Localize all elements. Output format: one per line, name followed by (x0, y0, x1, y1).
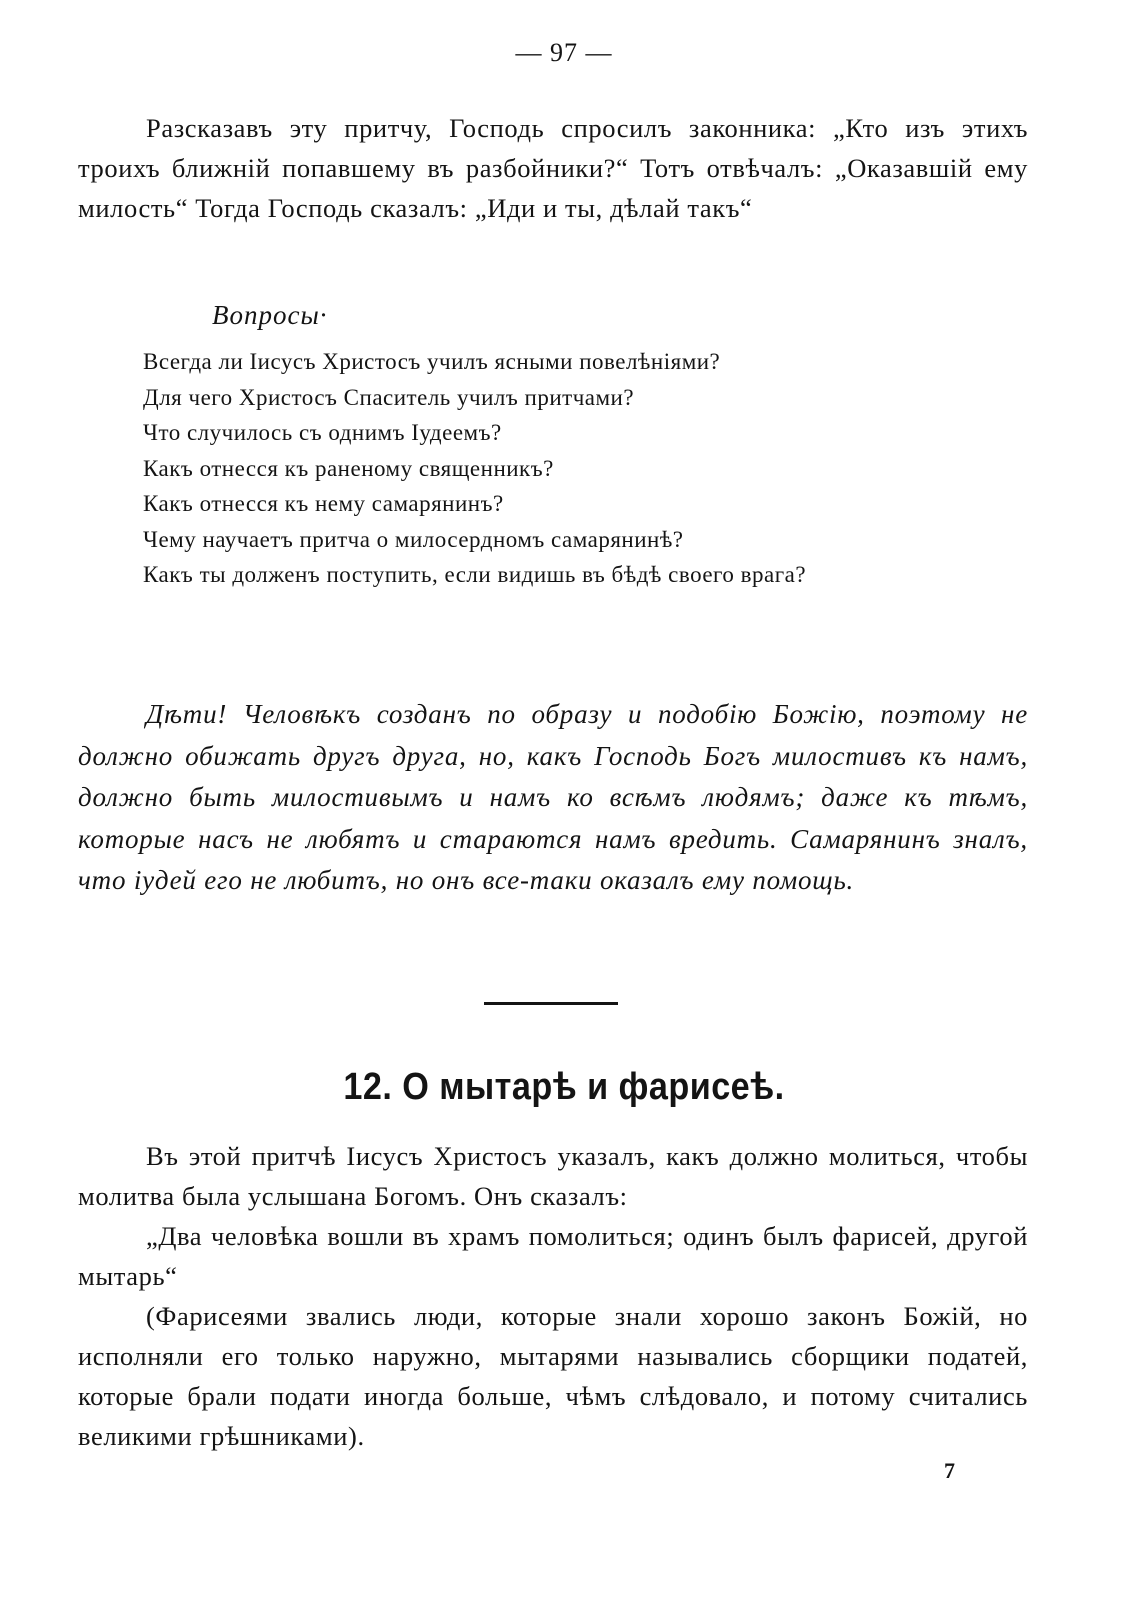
section-body (78, 1136, 1028, 1456)
section-divider (484, 1002, 618, 1005)
questions-list (143, 344, 1043, 593)
section-title: 12. О мытарѣ и фарисеѣ. (343, 1066, 785, 1108)
question-item: Что случилось съ однимъ Іудеемъ? (143, 420, 502, 445)
page-footer-number: 7 (944, 1458, 955, 1483)
question-item: Какъ отнесся къ нему самарянинъ? (143, 491, 504, 516)
section-paragraph: „Два человѣка вошли въ храмъ помолиться; одинъ былъ фарисей, другой мытарь“ (78, 1221, 1028, 1291)
moral-paragraph: Дѣти! Человѣкъ созданъ по образу и подобію Божію, поэтому не должно обижать другъ друга, но, какъ Господь Богъ милостивъ къ намъ, должно быть милостивымъ и намъ ко всѣмъ людямъ; даже къ тѣмъ, которые насъ не любятъ и стараются намъ вредить. Самарянинъ зналъ, что іудей его не любитъ, но онъ все-таки оказалъ ему помощь. (78, 699, 1028, 895)
question-item: Какъ ты долженъ поступить, если видишь въ бѣдѣ своего врага? (143, 562, 807, 587)
question-item: Какъ отнесся къ раненому священникъ? (143, 455, 554, 481)
questions-title: Вопросы· (212, 300, 328, 330)
question-item: Всегда ли Іисусъ Христосъ училъ ясными повелѣніями? (143, 349, 721, 374)
section-paragraph: Въ этой притчѣ Іисусъ Христосъ указалъ, какъ должно молиться, чтобы молитва была услышана Богомъ. Онъ сказалъ: (78, 1141, 1028, 1211)
question-item: Для чего Христосъ Спаситель училъ притчами? (143, 384, 635, 410)
intro-text (78, 108, 1028, 228)
intro-paragraph: Разсказавъ эту притчу, Господь спросилъ законника: „Кто изъ этихъ троихъ ближній попавшему въ разбойники?“ Тотъ отвѣчалъ: „Оказавшій ему милость“ Тогда Господь сказалъ: „Иди и ты, дѣлай такъ“ (78, 113, 1028, 223)
page-header: — 97 — (515, 38, 613, 67)
question-item: Чему научаетъ притча о милосердномъ самарянинѣ? (143, 526, 684, 552)
section-paragraph: (Фарисеями звались люди, которые знали хорошо законъ Божій, но исполняли его только наружно, мытарями назывались сборщики податей, которые брали подати иногда больше, чѣмъ слѣдовало, и потому считались великими грѣшниками). (78, 1301, 1028, 1451)
